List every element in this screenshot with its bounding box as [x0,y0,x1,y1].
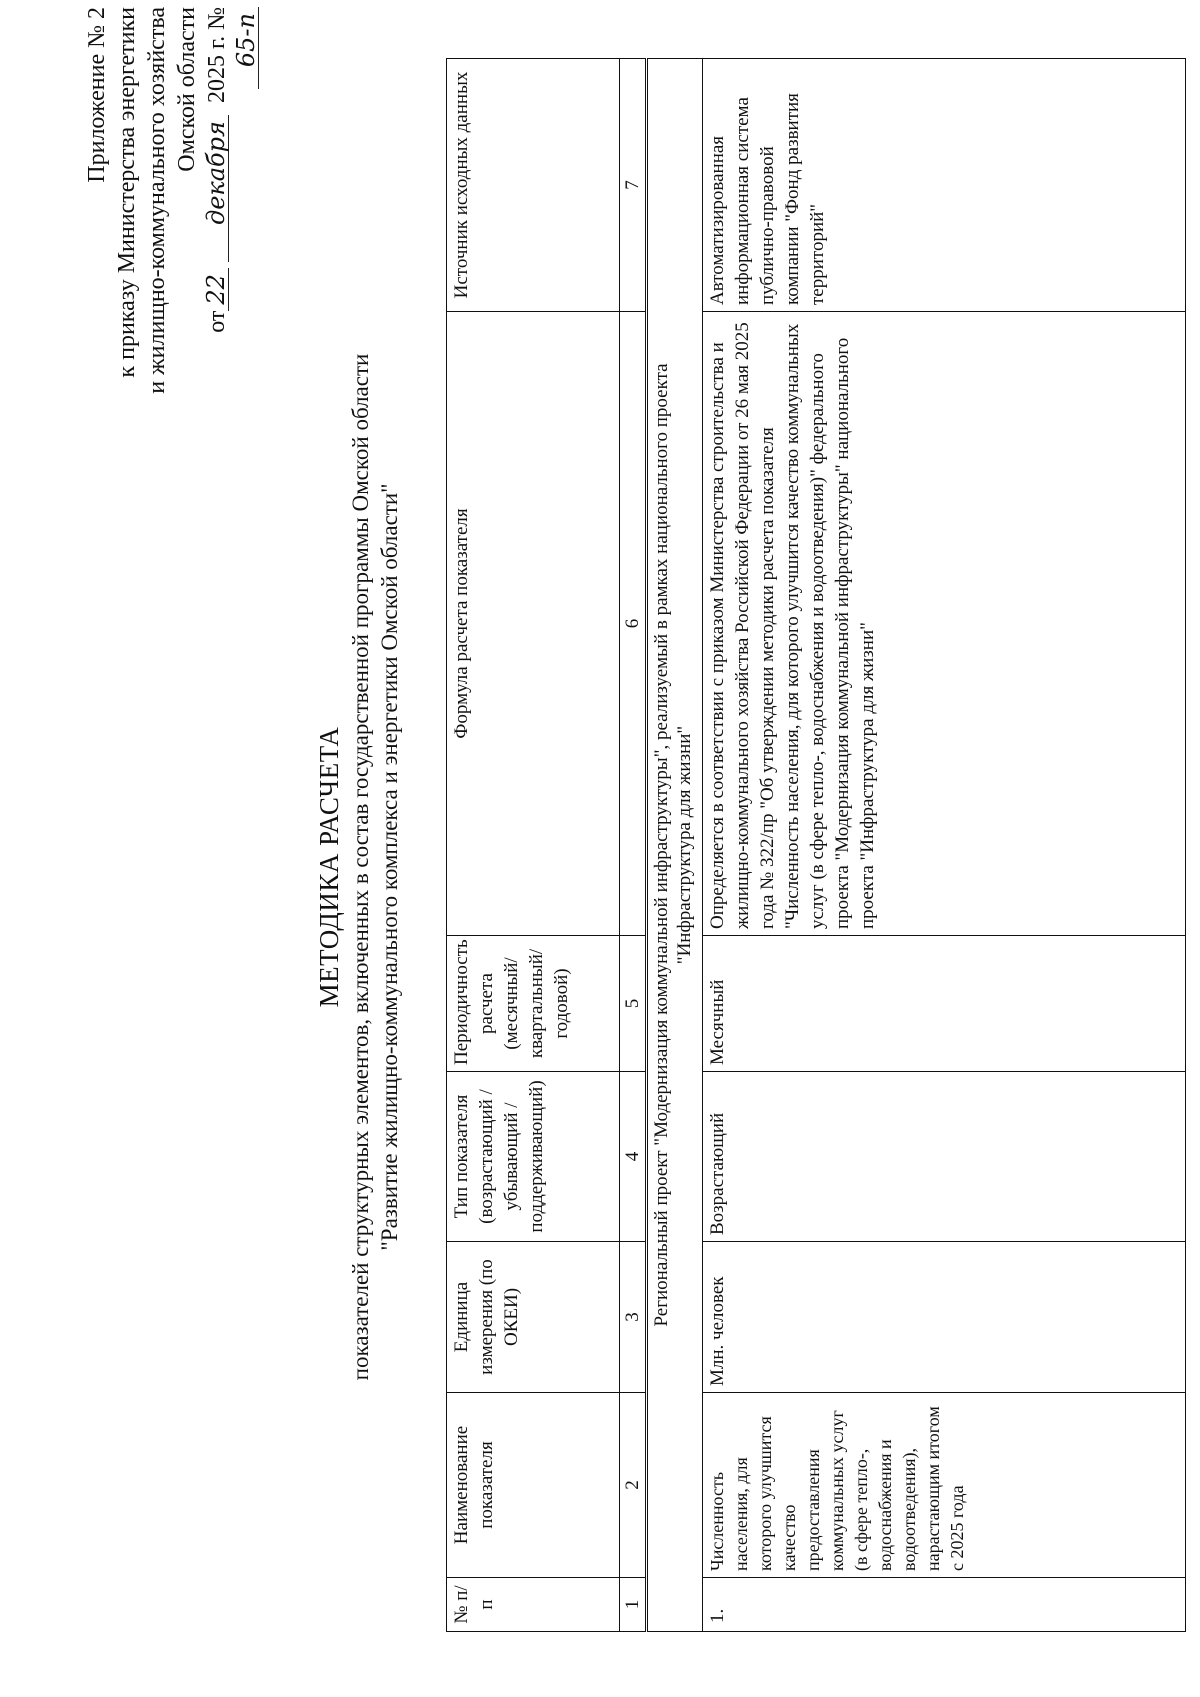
column-number-row [620,59,647,1632]
from-prefix: от [204,310,230,333]
column-number: 5 [620,936,647,1072]
indicator-period: Месячный [703,936,1186,1072]
table-row [703,59,1186,1632]
indicator-name: Численность населения, для которого улучшится качество предоставления коммунальных услуг (в сфере тепло-, водоснабжения и водоотведения), нарастающим итогом с 2025 года [703,1393,1186,1578]
approval-block [82,7,262,407]
order-date-line [202,7,262,407]
indicator-unit: Млн. человек [703,1242,1186,1393]
title-program-name: "Развитие жилищно-коммунального комплекса и энергетики Омской области" [377,483,402,1251]
ministry-line: и жилищно-коммунального хозяйства [144,7,170,394]
row-number: 1. [703,1578,1186,1632]
header-cell-source: Источник исходных данных [447,59,620,312]
handwritten-order-number: 65-п [234,7,259,89]
section-title-line: Региональный проект "Модернизация коммунальной инфраструктуры", реализуемый в рамках национального проекта [651,363,672,1327]
handwritten-day: 22 [204,268,229,311]
column-number: 4 [620,1072,647,1242]
section-row [647,59,703,1632]
document-title [312,237,404,1497]
title-heading: МЕТОДИКА РАСЧЕТА [314,726,344,1008]
indicator-table [446,58,1186,1632]
handwritten-month: декабря [204,115,229,262]
column-number: 1 [620,1578,647,1632]
title-subheading: показателей структурных элементов, включенных в состав государственной программы Омской области [348,353,373,1381]
table-header-row [447,59,620,1632]
header-cell-number: № п/п [447,1578,620,1632]
header-cell-name: Наименование показателя [447,1393,620,1578]
column-number: 7 [620,59,647,312]
order-line: к приказу Министерства энергетики [114,7,140,378]
year-text: 2025 г. № [204,7,230,104]
column-number: 2 [620,1393,647,1578]
indicator-formula: Определяется в соответствии с приказом Министерства строительства и жилищно-коммунального хозяйства Российской Федерации от 26 мая 2025 года № 322/пр "Об утверждении методики расчета показателя "Численность населения, для которого улучшится качество коммунальных услуг (в сфере тепло-, водоснабжения и водоотведения)" федерального проекта "Модернизация коммунальной инфраструктуры" национального проекта "Инфраструктура для жизни" [703,312,1186,936]
column-number: 3 [620,1242,647,1393]
section-title-line: "Инфраструктура для жизни" [674,725,695,965]
region-line: Омской области [174,7,200,172]
header-cell-formula: Формула расчета показателя [447,312,620,936]
indicator-source: Автоматизированная информационная система публично-правовой компании "Фонд развития территорий" [703,59,1186,312]
header-cell-type: Тип показателя (возрастающий / убывающий / поддерживающий) [447,1072,620,1242]
header-cell-period: Периодичность расчета (месячный/ квартальный/ годовой) [447,936,620,1072]
header-cell-unit: Единица измерения (по ОКЕИ) [447,1242,620,1393]
appendix-label: Приложение № 2 [84,7,110,183]
indicator-type: Возрастающий [703,1072,1186,1242]
column-number: 6 [620,312,647,936]
section-title [647,59,703,1632]
